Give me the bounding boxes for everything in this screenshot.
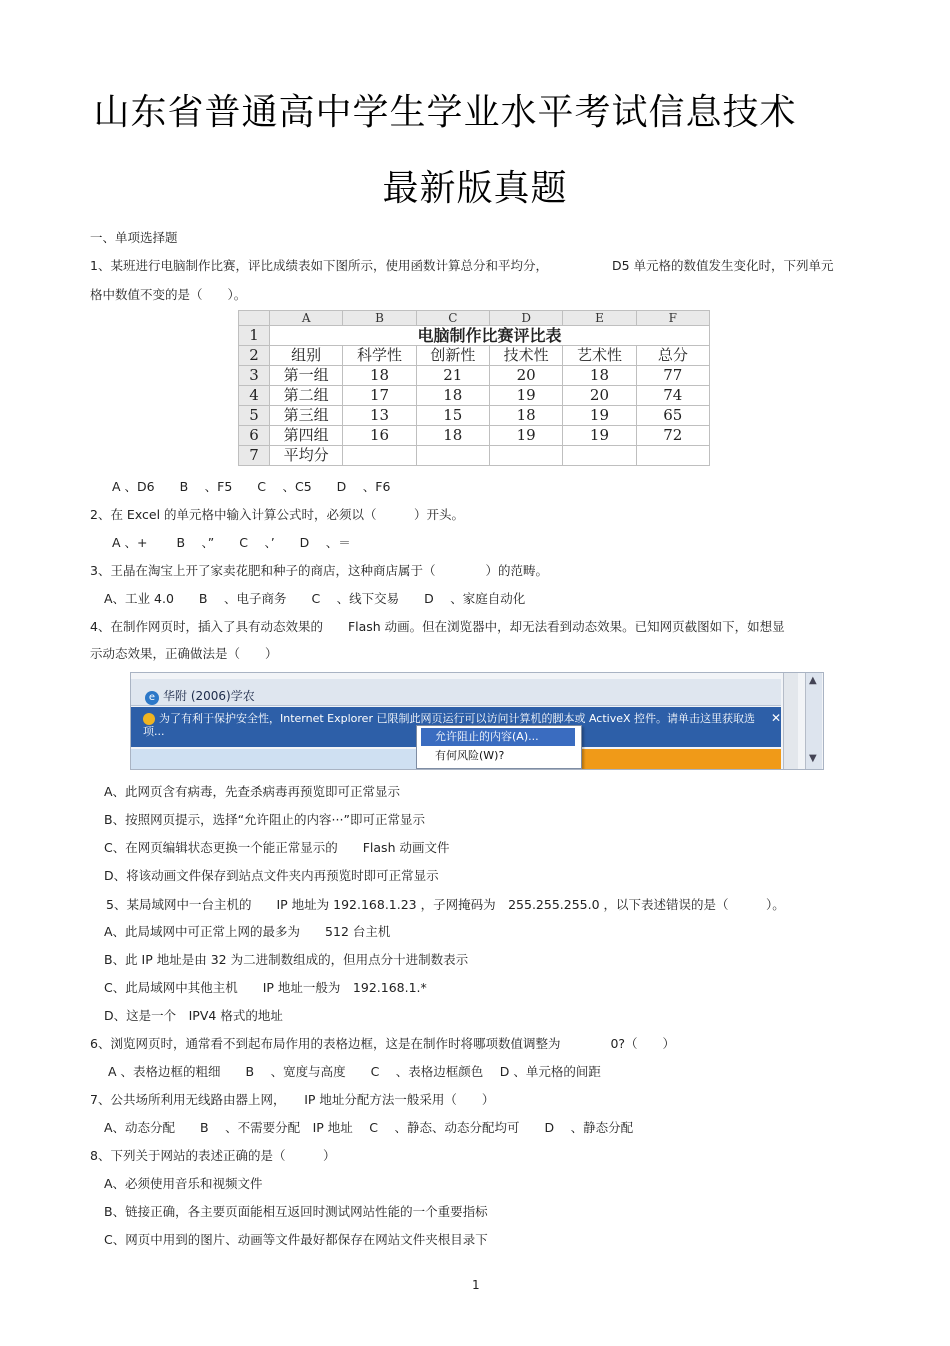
q1-text-c: 格中数值不变的是（ ）。 bbox=[90, 287, 247, 302]
ie-icon: e bbox=[145, 691, 159, 705]
q5-option-b: B、此 IP 地址是由 32 为二进制数组成的，但用点分十进制数表示 bbox=[104, 952, 469, 967]
cell: 技术性 bbox=[489, 346, 562, 366]
scroll-up-icon[interactable]: ▲ bbox=[809, 675, 817, 686]
menu-item-allow-blocked-content[interactable]: 允许阻止的内容(A)... bbox=[421, 728, 575, 746]
inner-scrollbar[interactable] bbox=[783, 673, 798, 769]
cell: 19 bbox=[489, 386, 562, 406]
cell: 15 bbox=[416, 406, 489, 426]
q1-options: A 、D6 B 、F5 C 、C5 D 、F6 bbox=[112, 479, 391, 494]
scroll-down-icon[interactable]: ▼ bbox=[809, 753, 817, 764]
q8-option-a: A、必须使用音乐和视频文件 bbox=[104, 1176, 263, 1191]
q5-option-a: A、此局域网中可正常上网的最多为 512 台主机 bbox=[104, 924, 391, 939]
title-line-2: 最新版真题 bbox=[382, 168, 568, 209]
row-number: 1 bbox=[239, 326, 270, 346]
sheet-column-header-row bbox=[239, 311, 710, 326]
q6-options: A 、表格边框的粗细 B 、宽度与高度 C 、表格边框颜色 D 、单元格的间距 bbox=[108, 1064, 601, 1079]
score-spreadsheet bbox=[238, 310, 710, 466]
q4-text-b: 示动态效果，正确做法是（ ） bbox=[90, 646, 278, 661]
row-number: 5 bbox=[239, 406, 270, 426]
row-number: 3 bbox=[239, 366, 270, 386]
cell: 74 bbox=[636, 386, 709, 406]
outer-scrollbar[interactable] bbox=[805, 673, 822, 769]
cell bbox=[563, 446, 636, 466]
flash-placeholder bbox=[551, 749, 781, 769]
col-header: D bbox=[489, 311, 562, 326]
sheet-row-5 bbox=[239, 406, 710, 426]
col-header: A bbox=[270, 311, 343, 326]
browser-tab-label: 华附 (2006)学农 bbox=[163, 689, 255, 703]
q3-options: A、工业 4.0 B 、电子商务 C 、线下交易 D 、家庭自动化 bbox=[104, 591, 526, 606]
q4-option-c: C、在网页编辑状态更换一个能正常显示的 Flash 动画文件 bbox=[104, 840, 450, 855]
cell: 21 bbox=[416, 366, 489, 386]
row-number: 4 bbox=[239, 386, 270, 406]
sheet-row-7 bbox=[239, 446, 710, 466]
q3-text: 3、王晶在淘宝上开了家卖花肥和种子的商店，这种商店属于（ ）的范畴。 bbox=[90, 563, 548, 578]
cell: 组别 bbox=[270, 346, 343, 366]
sheet-row-3 bbox=[239, 366, 710, 386]
shield-icon bbox=[143, 713, 155, 725]
cell bbox=[489, 446, 562, 466]
cell bbox=[343, 446, 416, 466]
q4-option-b: B、按照网页提示，选择“允许阻止的内容···”即可正常显示 bbox=[104, 812, 425, 827]
cell: 第二组 bbox=[270, 386, 343, 406]
sheet-title: 电脑制作比赛评比表 bbox=[270, 326, 710, 346]
sheet-corner bbox=[239, 311, 270, 326]
cell bbox=[636, 446, 709, 466]
q2-options: A 、+ B 、” C 、’ D 、＝ bbox=[112, 535, 351, 550]
cell: 20 bbox=[489, 366, 562, 386]
cell: 第一组 bbox=[270, 366, 343, 386]
sheet-row-6 bbox=[239, 426, 710, 446]
cell: 创新性 bbox=[416, 346, 489, 366]
cell: 平均分 bbox=[270, 446, 343, 466]
cell: 18 bbox=[489, 406, 562, 426]
context-menu bbox=[416, 725, 582, 769]
q8-option-c: C、网页中用到的图片、动画等文件最好都保存在网站文件夹根目录下 bbox=[104, 1232, 488, 1247]
close-icon[interactable]: ✕ bbox=[771, 711, 782, 725]
browser-tab[interactable] bbox=[145, 687, 255, 705]
cell: 科学性 bbox=[343, 346, 416, 366]
row-number: 7 bbox=[239, 446, 270, 466]
sheet-row-1 bbox=[239, 326, 710, 346]
sheet-row-2 bbox=[239, 346, 710, 366]
cell: 18 bbox=[416, 426, 489, 446]
col-header: B bbox=[343, 311, 416, 326]
q4-option-a: A、此网页含有病毒，先查杀病毒再预览即可正常显示 bbox=[104, 784, 401, 799]
section-heading: 一、单项选择题 bbox=[90, 230, 178, 245]
q5-option-d: D、这是一个 IPV4 格式的地址 bbox=[104, 1008, 283, 1023]
q4-text-a: 4、在制作网页时，插入了具有动态效果的 Flash 动画。但在浏览器中，却无法看到动态效果。已知网页截图如下，如想显 bbox=[90, 619, 785, 634]
info-bar-text: 为了有利于保护安全性，Internet Explorer 已限制此网页运行可以访问计算机的脚本或 ActiveX 控件。请单击这里获取选项... bbox=[143, 712, 756, 738]
q7-options: A、动态分配 B 、不需要分配 IP 地址 C 、静态、动态分配均可 D 、静态分配 bbox=[104, 1120, 634, 1135]
q2-text: 2、在 Excel 的单元格中输入计算公式时，必须以（ ）开头。 bbox=[90, 507, 465, 522]
title-line-1: 山东省普通高中学生学业水平考试信息技术 bbox=[93, 92, 797, 133]
menu-item-what-is-risk[interactable]: 有何风险(W)? bbox=[435, 749, 505, 762]
q4-option-d: D、将该动画文件保存到站点文件夹内再预览时即可正常显示 bbox=[104, 868, 439, 883]
cell: 19 bbox=[563, 426, 636, 446]
row-number: 6 bbox=[239, 426, 270, 446]
cell: 总分 bbox=[636, 346, 709, 366]
cell: 16 bbox=[343, 426, 416, 446]
cell: 17 bbox=[343, 386, 416, 406]
cell: 18 bbox=[343, 366, 416, 386]
q5-text: 5、某局域网中一台主机的 IP 地址为 192.168.1.23 ，子网掩码为 255.255.255.0 ，以下表述错误的是（ ）。 bbox=[106, 897, 785, 912]
q7-text: 7、公共场所利用无线路由器上网， IP 地址分配方法一般采用（ ） bbox=[90, 1092, 495, 1107]
q8-option-b: B、链接正确，各主要页面能相互返回时测试网站性能的一个重要指标 bbox=[104, 1204, 488, 1219]
cell bbox=[416, 446, 489, 466]
cell: 65 bbox=[636, 406, 709, 426]
row-number: 2 bbox=[239, 346, 270, 366]
cell: 19 bbox=[563, 406, 636, 426]
q8-text: 8、下列关于网站的表述正确的是（ ） bbox=[90, 1148, 336, 1163]
cell: 13 bbox=[343, 406, 416, 426]
q5-option-c: C、此局域网中其他主机 IP 地址一般为 192.168.1.* bbox=[104, 980, 427, 995]
browser-screenshot bbox=[130, 672, 824, 770]
cell: 艺术性 bbox=[563, 346, 636, 366]
cell: 77 bbox=[636, 366, 709, 386]
cell: 72 bbox=[636, 426, 709, 446]
cell: 第三组 bbox=[270, 406, 343, 426]
col-header: C bbox=[416, 311, 489, 326]
col-header: F bbox=[636, 311, 709, 326]
cell: 18 bbox=[563, 366, 636, 386]
browser-tab-bar bbox=[131, 679, 781, 706]
cell: 18 bbox=[416, 386, 489, 406]
q1-text-a: 1、某班进行电脑制作比赛，评比成绩表如下图所示，使用函数计算总分和平均分， bbox=[90, 258, 548, 273]
sheet-row-4 bbox=[239, 386, 710, 406]
q1-text-b: D5 单元格的数值发生变化时，下列单元 bbox=[612, 258, 834, 273]
q6-text: 6、浏览网页时，通常看不到起布局作用的表格边框，这是在制作时将哪项数值调整为 0?（ ） bbox=[90, 1036, 676, 1051]
cell: 第四组 bbox=[270, 426, 343, 446]
col-header: E bbox=[563, 311, 636, 326]
cell: 20 bbox=[563, 386, 636, 406]
cell: 19 bbox=[489, 426, 562, 446]
page-number: 1 bbox=[472, 1278, 480, 1292]
